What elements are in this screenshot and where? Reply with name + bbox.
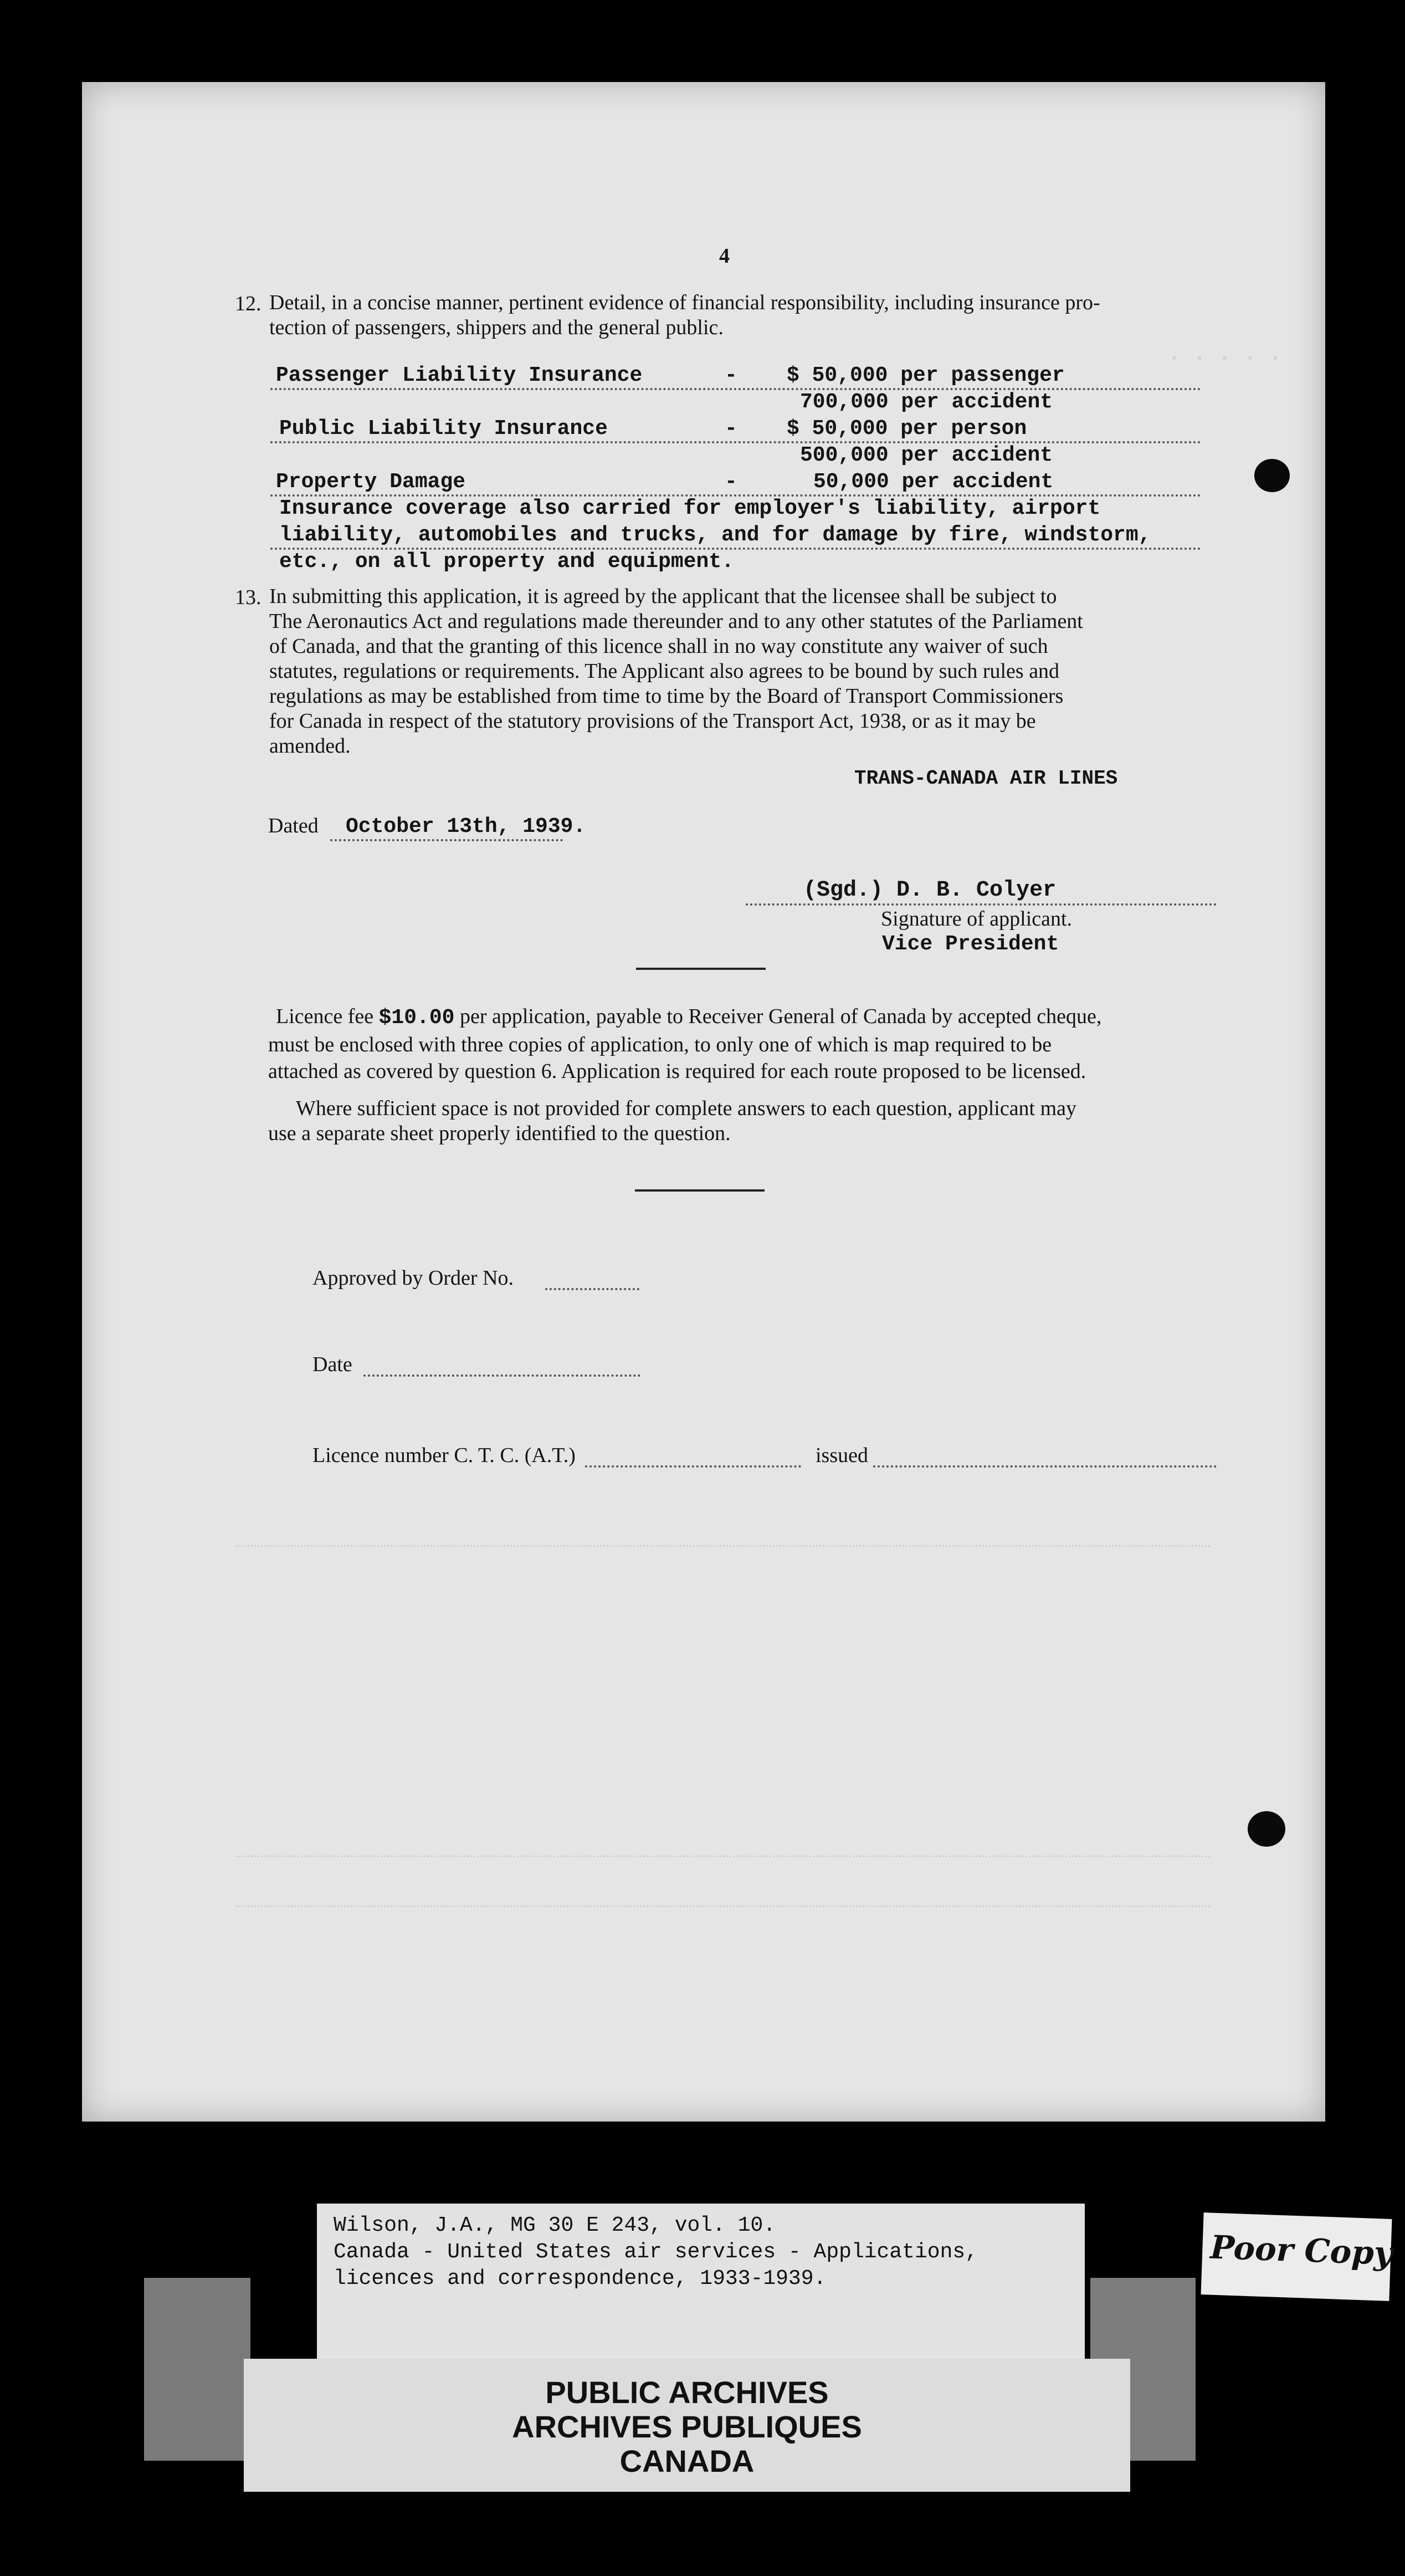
punch-hole	[1254, 459, 1290, 492]
space-note-line-2: use a separate sheet properly identified to the question.	[268, 1122, 731, 1145]
licence-number-label: Licence number C. T. C. (A.T.)	[312, 1444, 576, 1467]
q12-line-1: Detail, in a concise manner, pertinent evidence of financial responsibility, including insurance pro-	[269, 291, 1100, 314]
licence-fee-line-3: attached as covered by question 6. Application is required for each route proposed to be licensed.	[268, 1060, 1086, 1083]
bleed-through-text: . . . . .	[1168, 343, 1282, 366]
page-number: 4	[719, 244, 730, 268]
q13-number: 13.	[235, 586, 261, 609]
insurance-extra-line-3: etc., on all property and equipment.	[279, 550, 734, 574]
stamp-line-1: PUBLIC ARCHIVES	[545, 2375, 829, 2410]
document-page	[82, 82, 1325, 2122]
public-archives-stamp	[244, 2359, 1130, 2492]
divider	[636, 968, 766, 970]
divider	[635, 1189, 765, 1192]
space-note-line-1: Where sufficient space is not provided for complete answers to each question, applicant may	[296, 1097, 1077, 1120]
q13-line-3: of Canada, and that the granting of this licence shall in no way constitute any waiver of such	[269, 635, 1048, 658]
stamp-line-3: CANADA	[619, 2444, 755, 2478]
dotted-line	[270, 388, 1201, 390]
stamp-line-2: ARCHIVES PUBLIQUES	[512, 2409, 862, 2444]
q13-line-4: statutes, regulations or requirements. The Applicant also agrees to be bound by such rules and	[269, 660, 1060, 683]
q12-text	[269, 290, 1211, 340]
punch-hole	[1248, 1811, 1285, 1847]
insurance-row-5-label: Property Damage	[276, 470, 466, 494]
signature-caption: Signature of applicant.	[881, 907, 1073, 931]
archive-reference-line-3: licences and correspondence, 1933-1939.	[334, 2267, 827, 2291]
q12-line-2: tection of passengers, shippers and the general public.	[269, 316, 724, 339]
dotted-line	[330, 839, 563, 841]
licence-number-line	[585, 1465, 801, 1468]
issued-line	[873, 1465, 1217, 1468]
date-label: Date	[312, 1353, 352, 1376]
q12-number: 12.	[235, 292, 261, 315]
archive-reference-line-2: Canada - United States air services - Applications,	[334, 2240, 978, 2264]
insurance-row-1-label: Passenger Liability Insurance	[276, 364, 643, 387]
dated-value: October 13th, 1939.	[346, 815, 586, 839]
signature-line	[746, 903, 1217, 906]
approved-line	[545, 1288, 639, 1290]
space-note-text	[268, 1096, 1216, 1146]
insurance-row-1-amount: $ 50,000 per passenger	[787, 364, 1065, 387]
insurance-extra-line-2: liability, automobiles and trucks, and for damage by fire, windstorm,	[279, 523, 1151, 547]
insurance-row-5-dash: -	[725, 470, 737, 494]
insurance-row-5-amount: 50,000 per accident	[813, 470, 1054, 494]
insurance-row-3-amount: $ 50,000 per person	[787, 417, 1027, 441]
dotted-line	[270, 441, 1201, 443]
insurance-row-4-amount: 500,000 per accident	[800, 443, 1053, 467]
archive-reference-label	[317, 2204, 1085, 2365]
bleed-through-lines	[235, 1856, 1210, 1857]
q13-line-6: for Canada in respect of the statutory provisions of the Transport Act, 1938, or as it may be	[269, 709, 1036, 733]
licence-fee-line-1	[276, 1003, 1218, 1031]
dated-label: Dated	[268, 814, 319, 837]
applicant-name: TRANS-CANADA AIR LINES	[854, 767, 1118, 790]
signature-title: Vice President	[882, 932, 1059, 956]
poor-copy-note	[1201, 2212, 1392, 2301]
approved-label: Approved by Order No.	[312, 1266, 514, 1290]
poor-copy-text: Poor Copy	[1209, 2228, 1393, 2273]
q13-line-2: The Aeronautics Act and regulations made thereunder and to any other statutes of the Parliament	[269, 610, 1083, 633]
archive-reference-line-1: Wilson, J.A., MG 30 E 243, vol. 10.	[334, 2214, 776, 2237]
insurance-row-3-label: Public Liability Insurance	[279, 417, 608, 441]
q13-line-1: In submitting this application, it is agreed by the applicant that the licensee shall be subject to	[269, 585, 1057, 608]
insurance-row-1-dash: -	[725, 364, 737, 387]
issued-label: issued	[816, 1444, 868, 1467]
insurance-extra-line-1: Insurance coverage also carried for employer's liability, airport	[279, 497, 1101, 520]
licence-fee-amount: $10.00	[378, 1006, 455, 1030]
insurance-row-3-dash: -	[725, 417, 737, 441]
q13-text	[269, 584, 1211, 759]
licence-fee-pre: Licence fee	[276, 1005, 379, 1028]
bleed-through-lines	[235, 1905, 1210, 1907]
bleed-through-lines	[235, 1545, 1210, 1547]
binder-clip-left	[144, 2278, 250, 2461]
insurance-row-2-amount: 700,000 per accident	[800, 390, 1053, 414]
date-line	[363, 1374, 640, 1377]
q13-line-5: regulations as may be established from time to time by the Board of Transport Commissioners	[269, 684, 1064, 708]
licence-fee-text	[268, 1003, 1218, 1085]
signature-value: (Sgd.) D. B. Colyer	[803, 878, 1057, 903]
q13-line-7: amended.	[269, 734, 351, 758]
licence-fee-line-2: must be enclosed with three copies of application, to only one of which is map required to be	[268, 1033, 1052, 1056]
licence-fee-post: per application, payable to Receiver General of Canada by accepted cheque,	[454, 1005, 1102, 1028]
